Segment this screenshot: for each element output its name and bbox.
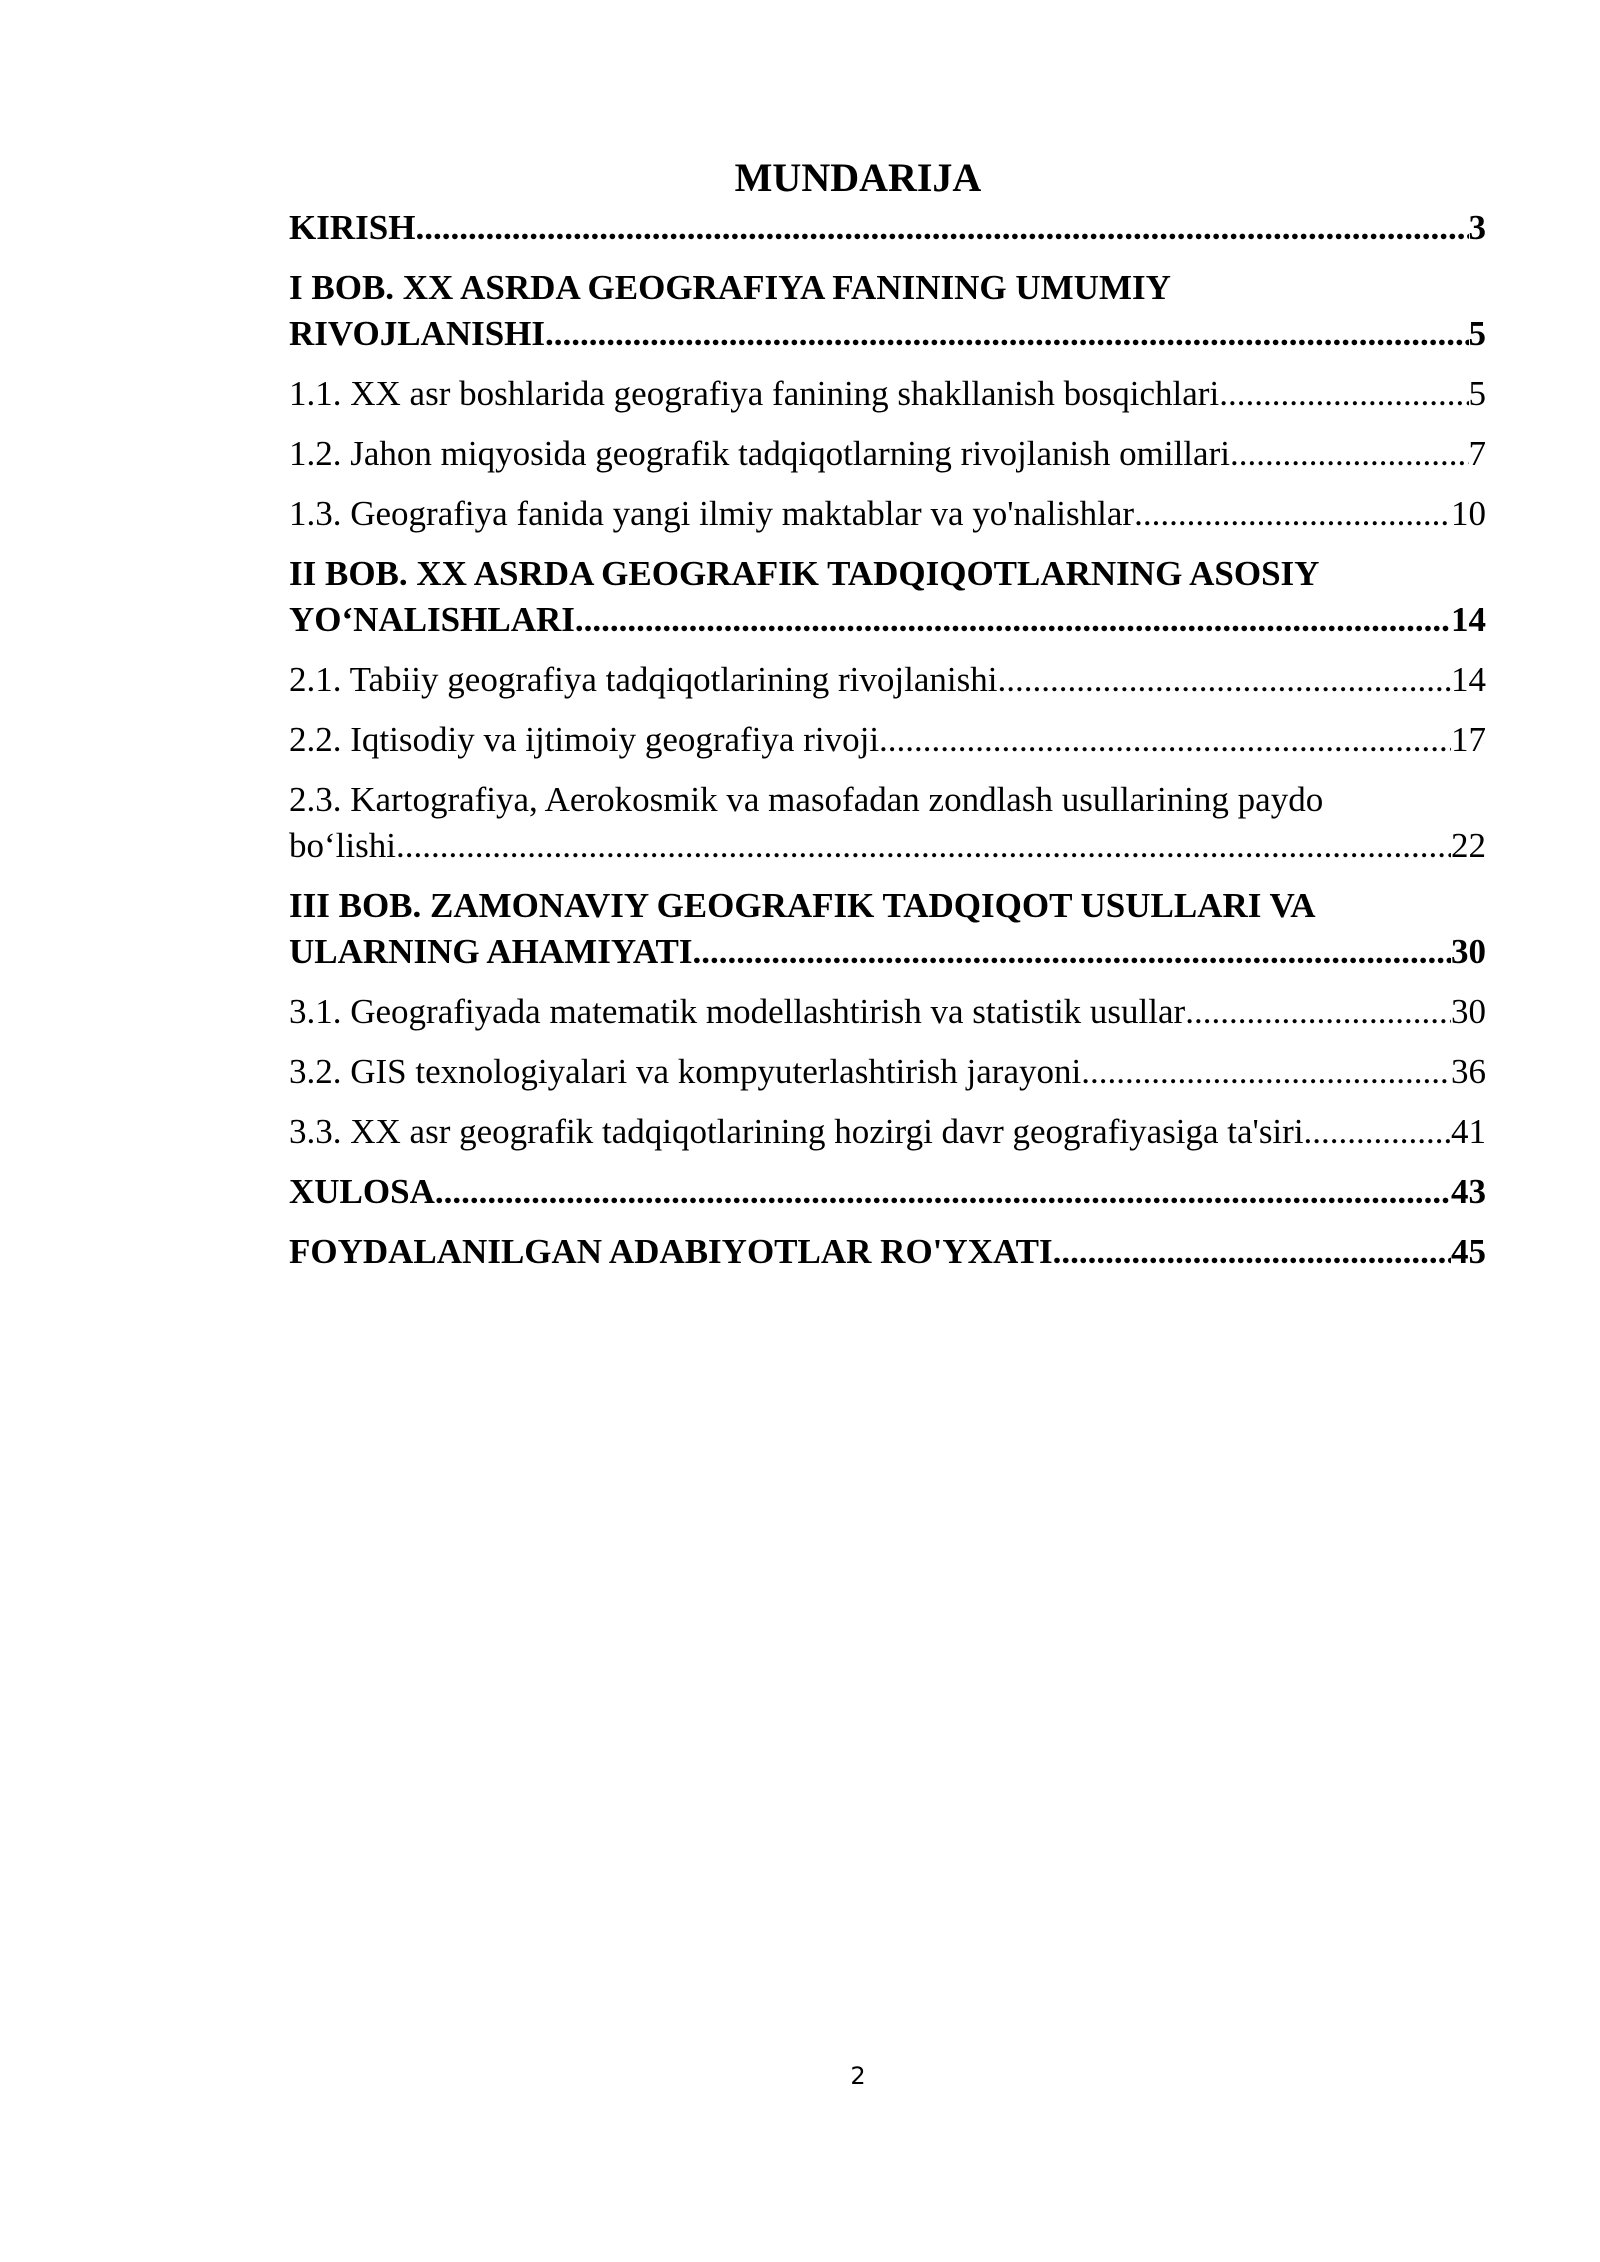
toc-entry-label-line2: RIVOJLANISHI (289, 314, 546, 353)
toc-entry-1-3[interactable] (289, 491, 1486, 537)
toc-entry-page: 30 (1451, 992, 1486, 1031)
toc-entry-label-line1: II BOB. XX ASRDA GEOGRAFIK TADQIQOTLARNING ASOSIY (289, 554, 1320, 593)
toc-entry-page: 5 (1468, 374, 1486, 413)
toc-entry-page: 17 (1451, 720, 1486, 759)
toc-entry-3-1[interactable] (289, 989, 1486, 1035)
toc-entry-label: KIRISH (289, 208, 416, 247)
toc-entry-label: 2.1. Tabiiy geografiya tadqiqotlarining rivojlanishi (289, 660, 998, 699)
toc-entry-label: 2.2. Iqtisodiy va ijtimoiy geografiya rivoji (289, 720, 880, 759)
toc-entry-page: 5 (1468, 314, 1486, 353)
toc-entry-page: 3 (1468, 208, 1486, 247)
toc-entry-1-1[interactable] (289, 371, 1486, 417)
toc-entry-label: 1.1. XX asr boshlarida geografiya fanining shakllanish bosqichlari (289, 374, 1220, 413)
page-number: 2 (850, 2062, 866, 2090)
dot-leader (396, 823, 1451, 869)
toc-entry-label: 3.1. Geografiyada matematik modellashtirish va statistik usullar (289, 992, 1186, 1031)
toc-entry-1-2[interactable] (289, 431, 1486, 477)
toc-entry-3-2[interactable] (289, 1049, 1486, 1095)
toc-entry-3-3[interactable] (289, 1109, 1486, 1155)
toc-entry-2-1[interactable] (289, 657, 1486, 703)
dot-leader (1219, 371, 1468, 417)
toc-entry-2-3[interactable] (289, 777, 1486, 869)
dot-leader (1053, 1229, 1451, 1275)
dot-leader (1304, 1109, 1451, 1155)
toc-entry-label-line2: ULARNING AHAMIYATI (289, 932, 693, 971)
toc-entry-page: 45 (1451, 1232, 1486, 1271)
toc-entry-chapter-3[interactable] (289, 883, 1486, 975)
dot-leader (1185, 989, 1451, 1035)
toc-entry-label-line1: I BOB. XX ASRDA GEOGRAFIYA FANINING UMUMIY (289, 268, 1171, 307)
toc-entry-chapter-1[interactable] (289, 265, 1486, 357)
dot-leader (1230, 431, 1469, 477)
toc-entry-2-2[interactable] (289, 717, 1486, 763)
toc-entry-label-line2: bo‘lishi (289, 826, 396, 865)
toc-entry-label: FOYDALANILGAN ADABIYOTLAR RO'YXATI (289, 1232, 1053, 1271)
dot-leader (575, 597, 1451, 643)
dot-leader (435, 1169, 1451, 1215)
toc-entry-page: 30 (1451, 932, 1486, 971)
toc-entry-label: 1.2. Jahon miqyosida geografik tadqiqotlarning rivojlanish omillari (289, 434, 1230, 473)
page-title: MUNDARIJA (734, 155, 982, 200)
toc-entry-chapter-2[interactable] (289, 551, 1486, 643)
toc-entry-page: 22 (1451, 826, 1486, 865)
toc-entry-references[interactable] (289, 1229, 1486, 1275)
toc-entry-page: 7 (1468, 434, 1486, 473)
dot-leader (1081, 1049, 1451, 1095)
dot-leader (879, 717, 1451, 763)
toc-entry-label-line1: III BOB. ZAMONAVIY GEOGRAFIK TADQIQOT USULLARI VA (289, 886, 1316, 925)
dot-leader (415, 205, 1468, 251)
toc-entry-label-line2: YO‘NALISHLARI (289, 600, 575, 639)
toc-entry-page: 41 (1451, 1112, 1486, 1151)
dot-leader (1134, 491, 1451, 537)
toc-entry-page: 43 (1451, 1172, 1486, 1211)
toc-entry-label: XULOSA (289, 1172, 435, 1211)
toc-entry-kirish[interactable] (289, 205, 1486, 251)
toc-entry-label-line1: 2.3. Kartografiya, Aerokosmik va masofadan zondlash usullarining paydo (289, 780, 1324, 819)
dot-leader (545, 311, 1468, 357)
toc-entry-page: 14 (1451, 600, 1486, 639)
dot-leader (997, 657, 1451, 703)
toc-entry-label: 1.3. Geografiya fanida yangi ilmiy maktablar va yo'nalishlar (289, 494, 1135, 533)
dot-leader (693, 929, 1451, 975)
toc-entry-page: 14 (1451, 660, 1486, 699)
toc-entry-label: 3.3. XX asr geografik tadqiqotlarining hozirgi davr geografiyasiga ta'siri (289, 1112, 1304, 1151)
toc-entry-label: 3.2. GIS texnologiyalari va kompyuterlashtirish jarayoni (289, 1052, 1082, 1091)
toc-entry-page: 10 (1451, 494, 1486, 533)
toc-entry-xulosa[interactable] (289, 1169, 1486, 1215)
toc-entry-page: 36 (1451, 1052, 1486, 1091)
